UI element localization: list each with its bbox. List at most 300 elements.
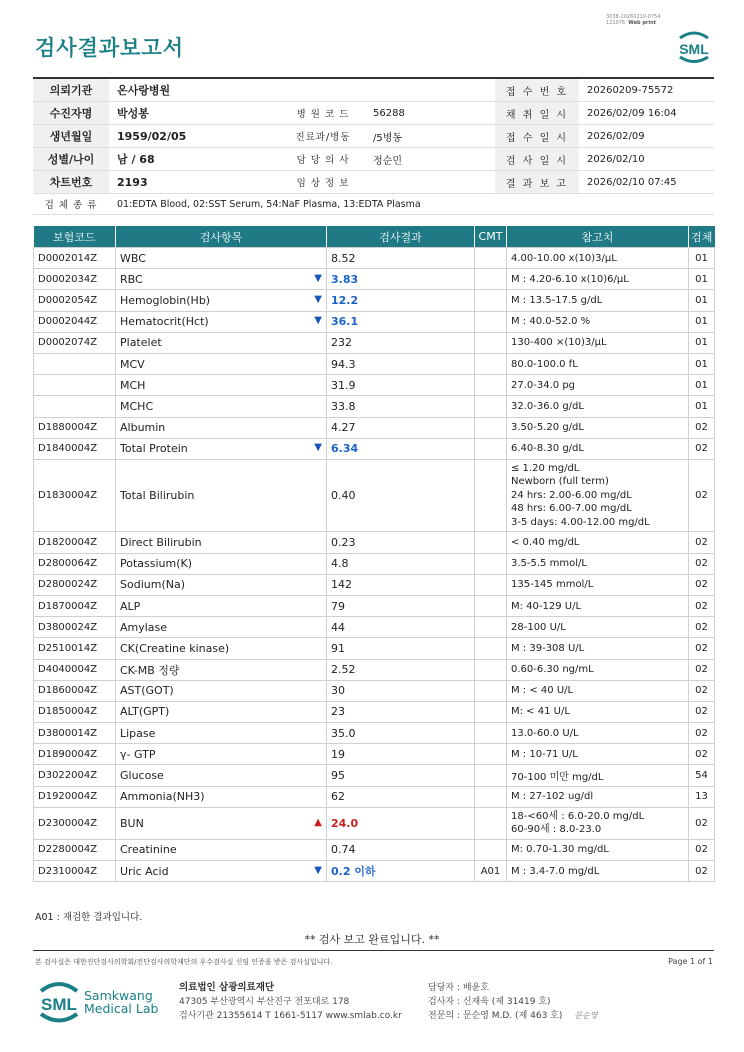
test-name: CK(Creatine kinase) (120, 641, 230, 655)
doc-code (606, 14, 661, 26)
comment-code (475, 701, 507, 722)
table-row (34, 269, 715, 290)
test-name: Uric Acid (120, 864, 169, 878)
insurance-code: D1860004Z (34, 680, 116, 701)
staff-manager: 담당자 : 배윤호 (428, 983, 489, 993)
insurance-code: D1820004Z (34, 532, 116, 553)
column-header: 보험코드 (34, 226, 116, 248)
comment-code (475, 786, 507, 807)
info-value: /5병동 (365, 125, 495, 148)
test-result: 95 (327, 765, 475, 786)
reference-range: 13.0-60.0 U/L (507, 723, 689, 744)
reference-range: 3.50-5.20 g/dL (507, 417, 689, 438)
insurance-code: D2510014Z (34, 638, 116, 659)
low-flag-icon: ▼ (314, 315, 322, 327)
insurance-code: D3022004Z (34, 765, 116, 786)
reference-range: M : < 40 U/L (507, 680, 689, 701)
test-name: γ- GTP (120, 747, 156, 761)
info-label: 진료과/병동 (281, 125, 365, 148)
info-row (33, 171, 714, 194)
table-row (34, 532, 715, 553)
test-result: 3.83 (327, 269, 475, 290)
column-header: 검사결과 (327, 226, 475, 248)
test-result: 232 (327, 332, 475, 353)
test-result: 0.2 이하 (327, 861, 475, 882)
test-name: MCV (120, 357, 145, 371)
reference-range: 6.40-8.30 g/dL (507, 438, 689, 459)
test-name: Total Bilirubin (120, 489, 195, 503)
specimen-code: 02 (689, 680, 715, 701)
comment-code (475, 417, 507, 438)
table-row (34, 290, 715, 311)
test-name-cell (116, 269, 327, 290)
reference-range: M : 4.20-6.10 x(10)6/μL (507, 269, 689, 290)
reference-range (507, 807, 689, 839)
table-row (34, 861, 715, 882)
comment-code (475, 269, 507, 290)
test-result: 142 (327, 574, 475, 595)
table-row (34, 680, 715, 701)
test-name: AST(GOT) (120, 684, 174, 698)
test-name-cell (116, 459, 327, 532)
test-name-cell (116, 861, 327, 882)
reference-range: M: < 41 U/L (507, 701, 689, 722)
info-label (281, 78, 365, 102)
reference-line: Newborn (full term) (511, 476, 609, 488)
reference-range: M : 39-308 U/L (507, 638, 689, 659)
specimen-code: 01 (689, 332, 715, 353)
comment-code (475, 532, 507, 553)
specimen-code: 02 (689, 659, 715, 680)
table-row (34, 723, 715, 744)
reference-range: M : 27-102 ug/dl (507, 786, 689, 807)
specimen-code: 02 (689, 574, 715, 595)
staff-info (428, 981, 598, 1023)
info-row (33, 78, 714, 102)
comment-code (475, 396, 507, 417)
info-value (365, 171, 495, 194)
insurance-code: D1840004Z (34, 438, 116, 459)
comment-code (475, 595, 507, 616)
specimen-row (33, 194, 714, 215)
sml-footer-logo-icon (36, 980, 82, 1024)
specimen-code: 02 (689, 595, 715, 616)
org-name: 의료법인 삼광의료재단 (179, 982, 275, 993)
test-name: Sodium(Na) (120, 578, 185, 592)
specimen-code: 02 (689, 438, 715, 459)
table-row (34, 807, 715, 839)
specimen-code: 02 (689, 617, 715, 638)
reference-range: M : 3.4-7.0 mg/dL (507, 861, 689, 882)
test-result: 8.52 (327, 248, 475, 269)
reference-range: < 0.40 mg/dL (507, 532, 689, 553)
table-row (34, 701, 715, 722)
specimen-code: 02 (689, 638, 715, 659)
specimen-code: 02 (689, 723, 715, 744)
svg-text:SML: SML (679, 41, 709, 57)
insurance-code: D1850004Z (34, 701, 116, 722)
comment-code (475, 638, 507, 659)
test-name: CK-MB 정량 (120, 663, 180, 677)
column-header: 참고치 (507, 226, 689, 248)
info-value: 남 / 68 (109, 148, 281, 171)
table-row (34, 638, 715, 659)
test-name: Platelet (120, 336, 162, 350)
info-label: 접 수 번 호 (495, 78, 579, 102)
brand-line2: Medical Lab (84, 1001, 159, 1016)
test-name-cell (116, 353, 327, 374)
info-label: 결 과 보 고 (495, 171, 579, 194)
specimen-label: 검 체 종 류 (33, 194, 109, 215)
test-name: Albumin (120, 421, 166, 435)
high-flag-icon: ▲ (314, 816, 322, 828)
reference-line: 3-5 days: 4.00-12.00 mg/dL (511, 516, 650, 528)
table-row (34, 574, 715, 595)
reference-line: 60-90세 : 8.0-23.0 (511, 824, 602, 836)
specimen-code: 54 (689, 765, 715, 786)
test-name: Amylase (120, 620, 168, 634)
test-result: 30 (327, 680, 475, 701)
specimen-code: 02 (689, 417, 715, 438)
test-name: Glucose (120, 769, 164, 783)
specimen-code: 02 (689, 861, 715, 882)
test-result: 33.8 (327, 396, 475, 417)
test-name-cell (116, 417, 327, 438)
test-result: 6.34 (327, 438, 475, 459)
test-name-cell (116, 638, 327, 659)
test-result: 24.0 (327, 807, 475, 839)
reference-range (507, 459, 689, 532)
specimen-code: 02 (689, 532, 715, 553)
info-value: 2193 (109, 171, 281, 194)
info-label: 의뢰기관 (33, 78, 109, 102)
test-name: RBC (120, 272, 143, 286)
specimen-code: 01 (689, 396, 715, 417)
comment-code (475, 438, 507, 459)
test-result: 19 (327, 744, 475, 765)
table-row (34, 839, 715, 860)
info-value: 1959/02/05 (109, 125, 281, 148)
specimen-code: 02 (689, 459, 715, 532)
test-name-cell (116, 701, 327, 722)
comment-code: A01 (475, 861, 507, 882)
comment-code (475, 290, 507, 311)
test-name-cell (116, 617, 327, 638)
test-name-cell (116, 311, 327, 332)
insurance-code: D0002044Z (34, 311, 116, 332)
insurance-code: D0002034Z (34, 269, 116, 290)
comment-code (475, 574, 507, 595)
reference-range: 70-100 미만 mg/dL (507, 765, 689, 786)
comment-code (475, 248, 507, 269)
table-row (34, 553, 715, 574)
specimen-code: 02 (689, 553, 715, 574)
test-name: Lipase (120, 726, 156, 740)
info-value: 20260209-75572 (579, 78, 714, 102)
info-label: 차트번호 (33, 171, 109, 194)
test-result: 79 (327, 595, 475, 616)
test-name-cell (116, 595, 327, 616)
info-row (33, 125, 714, 148)
test-name: MCH (120, 378, 146, 392)
reference-range: 4.00-10.00 x(10)3/μL (507, 248, 689, 269)
test-name: WBC (120, 251, 146, 265)
test-name: Ammonia(NH3) (120, 790, 205, 804)
info-value: 2026/02/10 07:45 (579, 171, 714, 194)
signature: 문순영 (574, 1011, 598, 1020)
info-value: 2026/02/09 (579, 125, 714, 148)
test-name-cell (116, 807, 327, 839)
reference-line: 18-<60세 : 6.0-20.0 mg/dL (511, 810, 645, 822)
column-header: CMT (475, 226, 507, 248)
comment-code (475, 311, 507, 332)
table-row (34, 617, 715, 638)
comment-code (475, 553, 507, 574)
comment-code (475, 375, 507, 396)
reference-range: M : 13.5-17.5 g/dL (507, 290, 689, 311)
specimen-code: 01 (689, 353, 715, 374)
info-row (33, 102, 714, 125)
test-name: Potassium(K) (120, 557, 193, 571)
reference-line: 24 hrs: 2.00-6.00 mg/dL (511, 489, 632, 501)
reference-range: 27.0-34.0 pg (507, 375, 689, 396)
test-result: 36.1 (327, 311, 475, 332)
test-result: 4.8 (327, 553, 475, 574)
test-name: Hemoglobin(Hb) (120, 293, 211, 307)
brand-line1: Samkwang (84, 988, 153, 1003)
test-result: 4.27 (327, 417, 475, 438)
test-name-cell (116, 553, 327, 574)
table-row (34, 765, 715, 786)
test-result: 23 (327, 701, 475, 722)
info-label: 담 당 의 사 (281, 148, 365, 171)
test-name-cell (116, 680, 327, 701)
test-name-cell (116, 765, 327, 786)
test-name-cell (116, 723, 327, 744)
specimen-code: 02 (689, 744, 715, 765)
test-name-cell (116, 786, 327, 807)
insurance-code: D1870004Z (34, 595, 116, 616)
test-name-cell (116, 532, 327, 553)
info-row (33, 148, 714, 171)
footer-logo-text: SML (41, 995, 77, 1014)
table-row (34, 311, 715, 332)
specimen-code: 01 (689, 375, 715, 396)
doc-code-line1: 3038-20260210-0754 (606, 14, 661, 20)
table-row (34, 248, 715, 269)
insurance-code: D3800014Z (34, 723, 116, 744)
table-row (34, 595, 715, 616)
reference-line: ≤ 1.20 mg/dL (511, 462, 580, 474)
test-result: 2.52 (327, 659, 475, 680)
specimen-code: 13 (689, 786, 715, 807)
test-result: 44 (327, 617, 475, 638)
doc-code-line2: 121076 (606, 20, 626, 26)
specimen-code: 01 (689, 311, 715, 332)
test-name-cell (116, 290, 327, 311)
low-flag-icon: ▼ (314, 442, 322, 454)
table-row (34, 353, 715, 374)
report-complete-message: ** 검사 보고 완료입니다. ** (304, 933, 440, 946)
specimen-code: 01 (689, 290, 715, 311)
test-name-cell (116, 659, 327, 680)
low-flag-icon: ▼ (314, 272, 322, 284)
reference-range: M : 40.0-52.0 % (507, 311, 689, 332)
test-name: ALP (120, 599, 141, 613)
certification-text: 본 검사실은 대한진단검사의학회/진단검사의학재단의 우수검사실 신임 인증을 받은 검사실입니다. (35, 958, 333, 966)
info-label: 임 상 정 보 (281, 171, 365, 194)
table-row (34, 744, 715, 765)
reference-range: 0.60-6.30 ng/mL (507, 659, 689, 680)
reference-line: 48 hrs: 6.00-7.00 mg/dL (511, 503, 632, 515)
reference-range: 32.0-36.0 g/dL (507, 396, 689, 417)
test-result: 12.2 (327, 290, 475, 311)
info-label: 병 원 코 드 (281, 102, 365, 125)
test-result: 91 (327, 638, 475, 659)
table-row (34, 786, 715, 807)
sml-logo-icon (674, 30, 714, 64)
test-name-cell (116, 375, 327, 396)
table-row (34, 459, 715, 532)
specimen-code: 01 (689, 248, 715, 269)
page-title: 검사결과보고서 (35, 36, 185, 60)
insurance-code: D2800024Z (34, 574, 116, 595)
table-row (34, 438, 715, 459)
table-row (34, 332, 715, 353)
test-name-cell (116, 839, 327, 860)
specimen-code: 02 (689, 839, 715, 860)
comment-code (475, 839, 507, 860)
organization-info (179, 981, 402, 1023)
test-result: 0.74 (327, 839, 475, 860)
insurance-code: D1920004Z (34, 786, 116, 807)
info-value: 56288 (365, 102, 495, 125)
reference-range: 135-145 mmol/L (507, 574, 689, 595)
insurance-code (34, 353, 116, 374)
test-name-cell (116, 332, 327, 353)
insurance-code: D2280004Z (34, 839, 116, 860)
test-name: Creatinine (120, 843, 177, 857)
test-result: 35.0 (327, 723, 475, 744)
divider (33, 950, 714, 951)
test-result: 0.23 (327, 532, 475, 553)
info-label: 수진자명 (33, 102, 109, 125)
reference-range: M : 10-71 U/L (507, 744, 689, 765)
info-label: 채 취 일 시 (495, 102, 579, 125)
insurance-code (34, 375, 116, 396)
insurance-code: D1880004Z (34, 417, 116, 438)
page-number: Page 1 of 1 (668, 957, 713, 966)
insurance-code: D3800024Z (34, 617, 116, 638)
test-name: Total Protein (120, 442, 188, 456)
low-flag-icon: ▼ (314, 864, 322, 876)
insurance-code: D1830004Z (34, 459, 116, 532)
insurance-code (34, 396, 116, 417)
reference-range: 28-100 U/L (507, 617, 689, 638)
reference-range: 3.5-5.5 mmol/L (507, 553, 689, 574)
table-row (34, 396, 715, 417)
insurance-code: D1890004Z (34, 744, 116, 765)
insurance-code: D0002054Z (34, 290, 116, 311)
test-name-cell (116, 744, 327, 765)
info-value (365, 78, 495, 102)
comment-code (475, 807, 507, 839)
column-header: 검체 (689, 226, 715, 248)
org-address: 47305 부산광역시 부산진구 전포대로 178 (179, 997, 350, 1007)
comment-code (475, 353, 507, 374)
note-a01: A01 : 재검한 결과입니다. (35, 912, 143, 923)
insurance-code: D4040004Z (34, 659, 116, 680)
patient-info-table (33, 77, 714, 215)
comment-code (475, 744, 507, 765)
brand-name (84, 989, 158, 1015)
reference-range: M: 40-129 U/L (507, 595, 689, 616)
insurance-code: D2300004Z (34, 807, 116, 839)
reference-range: 130-400 ×(10)3/μL (507, 332, 689, 353)
test-name: Direct Bilirubin (120, 535, 202, 549)
info-value: 온사랑병원 (109, 78, 281, 102)
test-name-cell (116, 574, 327, 595)
specimen-code: 02 (689, 701, 715, 722)
test-name-cell (116, 438, 327, 459)
info-label: 생년월일 (33, 125, 109, 148)
test-name: BUN (120, 816, 144, 830)
info-value: 2026/02/09 16:04 (579, 102, 714, 125)
test-name-cell (116, 248, 327, 269)
table-row (34, 659, 715, 680)
org-contact: 검사기관 21355614 T 1661-5117 www.smlab.co.kr (179, 1011, 402, 1021)
specimen-code: 01 (689, 269, 715, 290)
test-name-cell (116, 396, 327, 417)
insurance-code: D0002014Z (34, 248, 116, 269)
info-label: 성별/나이 (33, 148, 109, 171)
comment-code (475, 765, 507, 786)
test-result: 0.40 (327, 459, 475, 532)
specimen-value: 01:EDTA Blood, 02:SST Serum, 54:NaF Plasma, 13:EDTA Plasma (109, 194, 714, 215)
info-value: 정순민 (365, 148, 495, 171)
insurance-code: D2800064Z (34, 553, 116, 574)
comment-code (475, 332, 507, 353)
insurance-code: D0002074Z (34, 332, 116, 353)
insurance-code: D2310004Z (34, 861, 116, 882)
specimen-code: 02 (689, 807, 715, 839)
comment-code (475, 459, 507, 532)
comment-code (475, 617, 507, 638)
result-table (33, 226, 715, 882)
info-value: 2026/02/10 (579, 148, 714, 171)
info-value: 박성봉 (109, 102, 281, 125)
comment-code (475, 659, 507, 680)
table-row (34, 375, 715, 396)
table-row (34, 417, 715, 438)
comment-code (475, 680, 507, 701)
low-flag-icon: ▼ (314, 293, 322, 305)
doc-code-tag: Web print (628, 20, 657, 26)
test-result: 94.3 (327, 353, 475, 374)
staff-specialist: 전문의 : 문순영 M.D. (제 463 호) (428, 1011, 563, 1021)
comment-code (475, 723, 507, 744)
test-name: ALT(GPT) (120, 705, 170, 719)
test-name: MCHC (120, 399, 154, 413)
info-label: 접 수 일 시 (495, 125, 579, 148)
reference-range: M: 0.70-1.30 mg/dL (507, 839, 689, 860)
reference-range: 80.0-100.0 fL (507, 353, 689, 374)
test-result: 62 (327, 786, 475, 807)
column-header: 검사항목 (116, 226, 327, 248)
test-name: Hematocrit(Hct) (120, 315, 209, 329)
staff-tester: 검사자 : 신재욱 (제 31419 호) (428, 997, 551, 1007)
test-result: 31.9 (327, 375, 475, 396)
